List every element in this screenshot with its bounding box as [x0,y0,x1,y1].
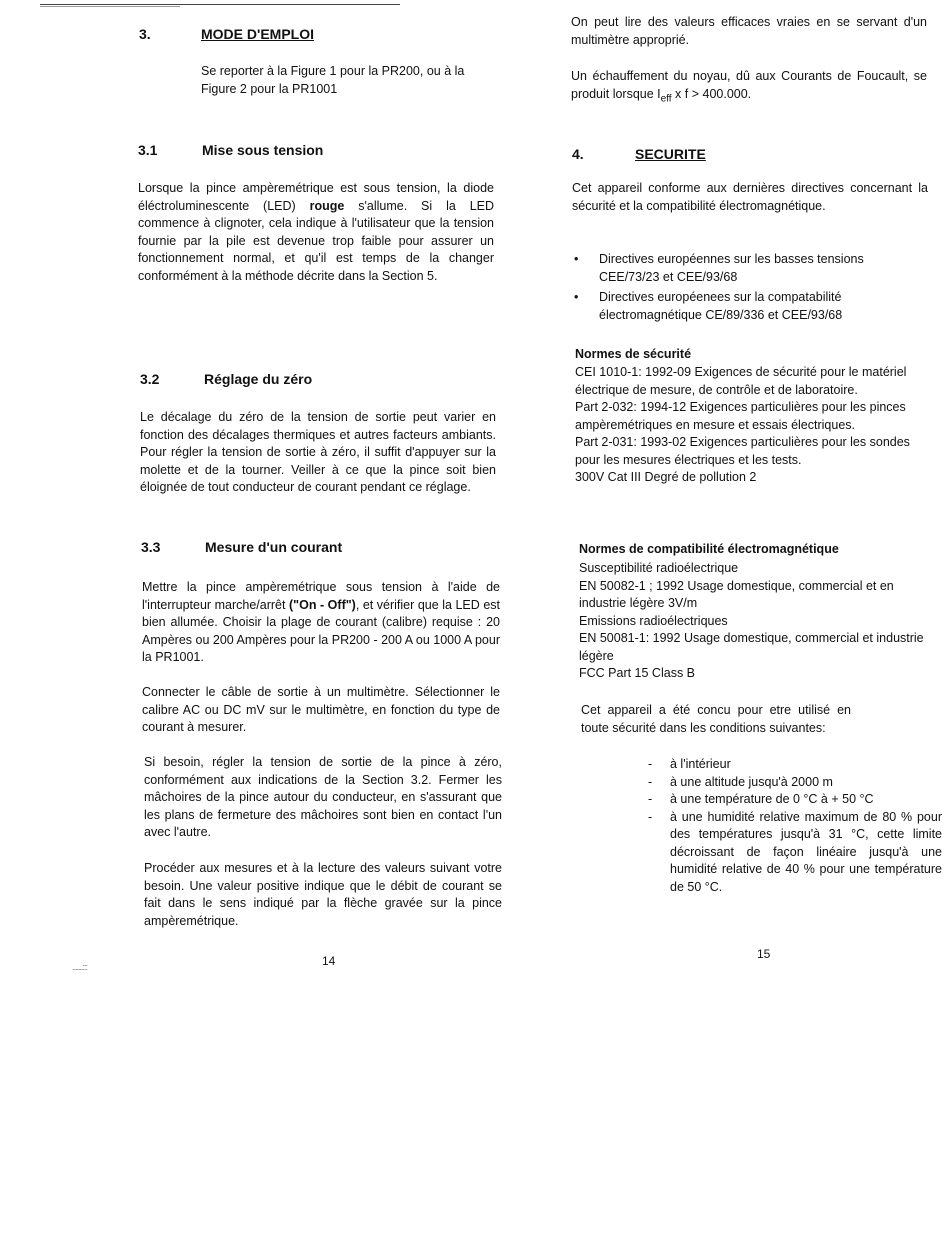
section-3-3-number: 3.3 [141,539,161,555]
condition-item: - à une altitude jusqu'à 2000 m [646,774,942,792]
emc-standard-line: FCC Part 15 Class B [579,666,696,680]
section-3-3-paragraph-4: Procéder aux mesures et à la lecture des valeurs suivant votre besoin. Une valeur positive indique que le débit de courant se fait dans le sens indiqué par la flèche gravée sur la pince ampèremétrique. [144,861,502,928]
section-3-number: 3. [139,26,151,42]
section-3-1-number: 3.1 [138,142,158,158]
directives-list [572,251,912,327]
page-number-left: 14 [322,954,336,968]
section-3-title: MODE D'EMPLOI [201,26,314,42]
top-paragraph-2: Un échauffement du noyau, dû aux Courants de Foucault, se produit lorsque $I_{eff}$ x f > 400.000. [571,69,927,104]
directive-item: • Directives européennes sur les basses tensions CEE/73/23 et CEE/93/68 [572,251,912,286]
safety-standard-line: Part 2-031: 1993-02 Exigences particulières pour les sondes pour les mesures électriques et les tests. [575,435,910,467]
section-4-number: 4. [572,146,584,162]
condition-item: - à l'intérieur [646,756,942,774]
emc-standards-body [579,560,929,683]
conditions-list [646,756,942,896]
safety-standard-line: Part 2-032: 1994-12 Exigences particulières pour les pinces ampèremétriques en mesure et essais électriques. [575,400,906,432]
emc-standards-title: Normes de compatibilité électromagnétique [579,542,839,556]
scan-smudge: .......::: [72,962,88,972]
top-paragraph-1: On peut lire des valeurs efficaces vraies en se servant d'un multimètre approprié. [571,15,927,47]
scan-top-rule-faint [40,6,180,7]
emc-standard-line: Susceptibilité radioélectrique [579,561,739,575]
safety-standards-title: Normes de sécurité [575,347,692,361]
safety-standard-line: CEI 1010-1: 1992-09 Exigences de sécurité pour le matériel électrique de mesure, de contrôle et de laboratoire. [575,365,907,397]
section-3-1-paragraph: Lorsque la pince ampèremétrique est sous tension, la diode éléctroluminescente (LED) rouge s'allume. Si la LED commence à clignoter, cela indique à l'utilisateur que la tension fournie par la pile est devenue trop faible pour assurer un fonctionnement normal, et qu'il est temps de la changer conformément à la méthode décrite dans la Section 5. [138,181,495,283]
emc-standard-line: EN 50082-1 ; 1992 Usage domestique, commercial et en industrie légère 3V/m [579,578,894,610]
directive-item: • Directives européenees sur la compatabilité électromagnétique CE/89/336 et CEE/93/68 [572,289,912,324]
section-3-3-paragraph-2: Connecter le câble de sortie à un multimètre. Sélectionner le calibre AC ou DC mV sur le multimètre, en fonction du type de courant à mesurer. [142,685,500,734]
section-3-2-paragraph: Le décalage du zéro de la tension de sortie peut varier en fonction des décalages thermiques et autres facteurs ambiants. Pour régler la tension de sortie à zéro, il suffit d'appuyer sur la molette et de la tourner. Veiller à ce que la pince soit bien éloignée de tout conducteur de courant pendant ce réglage. [140,410,496,494]
condition-item: - à une température de 0 °C à + 50 °C [646,791,942,809]
conditions-intro: Cet appareil a été concu pour etre utilisé en toute sécurité dans les conditions suivantes: [581,703,851,735]
scan-top-rule [40,4,400,5]
emc-standard-line: Emissions radioélectriques [579,613,728,628]
section-4-intro: Cet appareil conforme aux dernières directives concernant la sécurité et la compatibilité électromagnétique. [572,181,928,213]
section-3-2-title: Réglage du zéro [204,371,313,387]
section-3-3-title: Mesure d'un courant [205,539,343,555]
condition-item: - à une humidité relative maximum de 80 % pour des températures jusqu'à 31 °C, cette limite décroissant de façon linéaire jusqu'à une humidité relative de 40 % pour une température de 50 °C. [646,809,942,897]
section-4-title: SECURITE [635,146,706,162]
safety-standards-body [575,364,920,487]
page-number-right: 15 [757,947,771,961]
emc-standard-line: EN 50081-1: 1992 Usage domestique, commercial et industrie légère [579,631,924,663]
safety-standard-line: 300V Cat III Degré de pollution 2 [575,470,757,484]
section-3-3-paragraph-1: Mettre la pince ampèremétrique sous tension à l'aide de l'interrupteur marche/arrêt ("On - Off"), et vérifier que la LED est bien allumée. Choisir la plage de courant (calibre) requise : 20 Ampères ou 200 Ampères pour la PR200 - 200 A ou 1000 A pour la PR1001. [142,580,500,664]
section-3-2-number: 3.2 [140,371,160,387]
section-3-3-paragraph-3: Si besoin, régler la tension de sortie de la pince à zéro, conformément aux indications de la Section 3.2. Fermer les mâchoires de la pince autour du conducteur, en s'assurant que les plans de fermeture des mâchoires sont bien en contact l'un avec l'autre. [144,755,502,839]
section-3-intro: Se reporter à la Figure 1 pour la PR200, ou à la Figure 2 pour la PR1001 [201,64,465,96]
section-3-1-title: Mise sous tension [202,142,324,158]
